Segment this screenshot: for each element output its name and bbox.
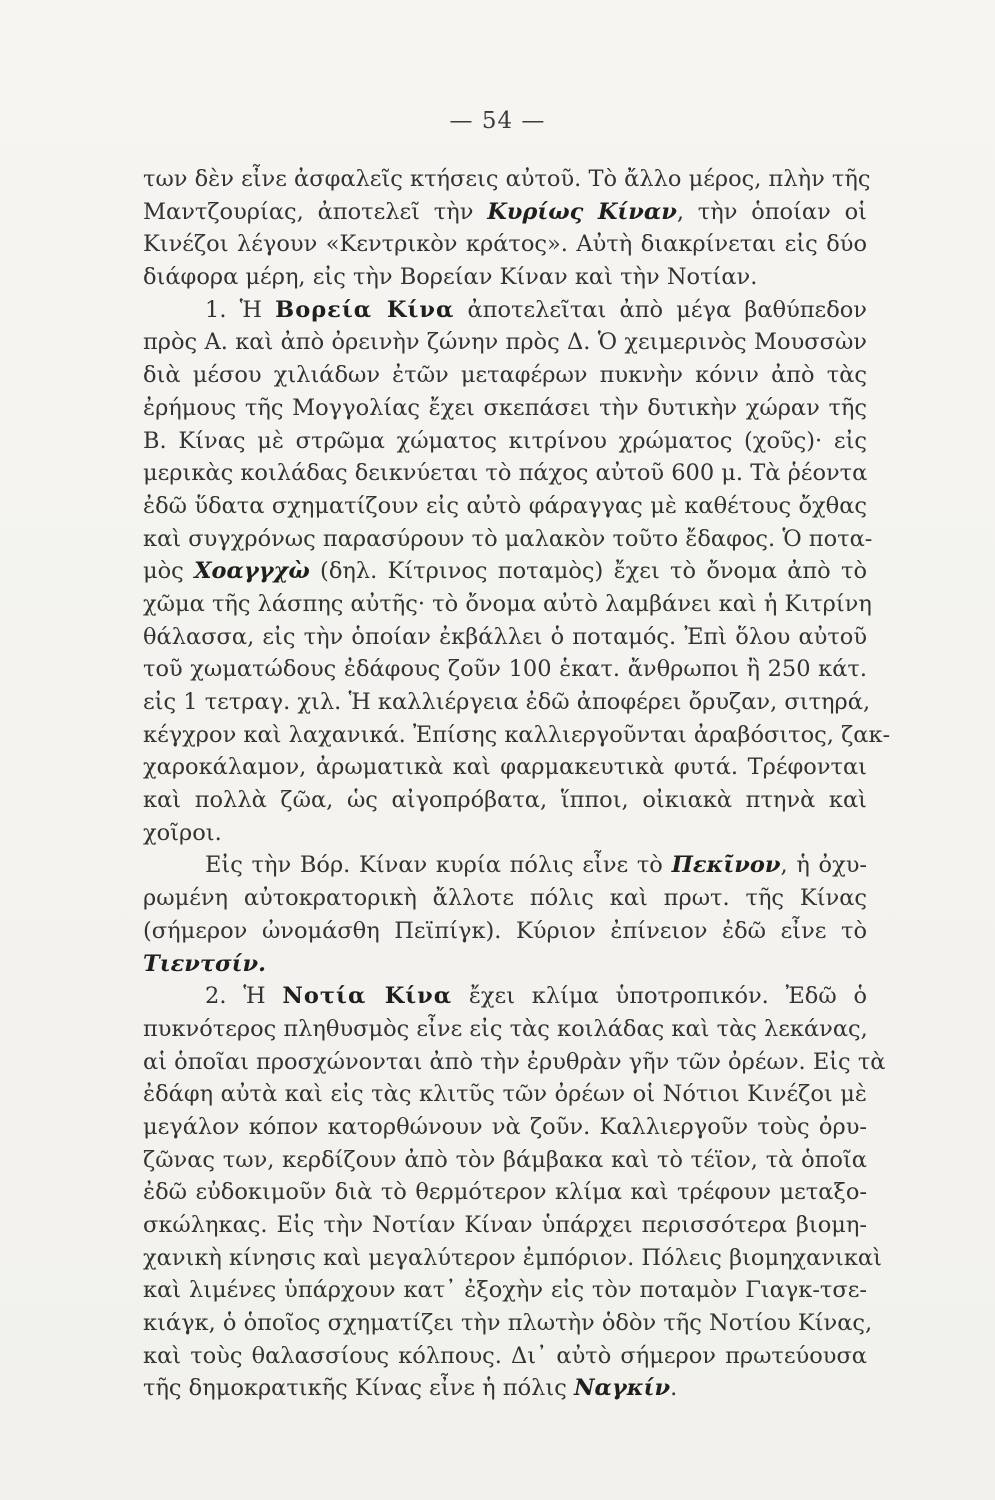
text-line xyxy=(143,1340,867,1373)
text-segment: καὶ λιμένες ὑπάρχουν κατ᾽ ἐξοχὴν εἰς τὸν ποταμὸν Γιαγκ-τσε- xyxy=(143,1277,867,1304)
text-line xyxy=(143,196,867,229)
text-segment: τοῦ χωματώδους ἐδάφους ζοῦν 100 ἑκατ. ἄνθρωποι ἢ 250 κάτ. xyxy=(143,656,867,683)
emphasized-term: . xyxy=(258,950,266,977)
text-line xyxy=(143,1372,867,1405)
page-number: — 54 — xyxy=(449,108,546,134)
text-line xyxy=(143,1176,867,1209)
text-segment: των δὲν εἶνε ἀσφαλεῖς κτήσεις αὐτοῦ. Τὸ ἄλλο μέρος, πλὴν τῆς xyxy=(143,166,871,192)
text-line xyxy=(143,621,867,654)
section-heading: Βορεία Κίνα xyxy=(275,296,455,323)
text-line xyxy=(143,1209,867,1242)
text-segment: χοῖροι. xyxy=(143,819,222,846)
text-segment: Μαντζουρίας, ἀποτελεῖ τὴν xyxy=(143,198,488,225)
text-line xyxy=(143,425,867,458)
text-segment: ζῶνας των, κερδίζουν ἀπὸ τὸν βάμβακα καὶ τὸ τέϊον, τὰ ὁποῖα xyxy=(143,1146,867,1173)
text-segment: εἰς 1 τετραγ. χιλ. Ἡ καλλιέργεια ἐδῶ ἀποφέρει ὄρυζαν, σιτηρά, xyxy=(143,689,871,715)
text-segment: κιάγκ, ὁ ὁποῖος σχηματίζει τὴν πλωτὴν ὁδὸν τῆς Νοτίου Κίνας, xyxy=(143,1310,873,1337)
text-segment: , τὴν ὁποίαν οἱ xyxy=(676,198,867,225)
text-line xyxy=(143,457,867,490)
text-line xyxy=(143,228,867,261)
text-segment: καὶ τοὺς θαλασσίους κόλπους. Δι᾽ αὐτὸ σήμερον πρωτεύουσα xyxy=(143,1342,867,1369)
text-segment: . xyxy=(670,1375,678,1402)
text-line xyxy=(143,751,867,784)
text-line xyxy=(143,490,867,523)
text-line xyxy=(143,1307,873,1340)
text-line xyxy=(143,686,871,719)
text-line xyxy=(143,555,867,588)
text-segment: χῶμα τῆς λάσπης αὐτῆς· τὸ ὄνομα αὐτὸ λαμβάνει καὶ ἡ Κιτρίνη xyxy=(143,590,872,617)
text-line xyxy=(143,1111,867,1144)
text-segment: ἐδῶ ὕδατα σχηματίζουν εἰς αὐτὸ φάραγγας μὲ καθέτους ὄχθας xyxy=(143,492,867,519)
text-line xyxy=(143,359,867,392)
text-segment: ἐρήμους τῆς Μογγολίας ἔχει σκεπάσει τὴν δυτικὴν χώραν τῆς xyxy=(143,394,867,421)
text-line xyxy=(143,163,871,196)
text-segment: αἱ ὁποῖαι προσχώνονται ἀπὸ τὴν ἐρυθρὰν γῆν τῶν ὀρέων. Εἰς τὰ xyxy=(143,1048,886,1075)
text-segment: πρὸς Α. καὶ ἀπὸ ὀρεινὴν ζώνην πρὸς Δ. Ὁ χειμερινὸς Μουσσὼν xyxy=(143,329,867,356)
text-segment: καὶ πολλὰ ζῶα, ὡς αἰγοπρόβατα, ἵπποι, οἰκιακὰ πτηνὰ καὶ xyxy=(143,787,867,814)
text-line xyxy=(143,261,867,294)
text-segment: χανικὴ κίνησις καὶ μεγαλύτερον ἐμπόριον. Πόλεις βιομηχανικαὶ xyxy=(143,1244,882,1271)
text-line xyxy=(143,1013,867,1046)
text-segment: διὰ μέσου χιλιάδων ἐτῶν μεταφέρων πυκνὴν κόνιν ἀπὸ τὰς xyxy=(143,362,867,389)
text-segment: 1. Ἡ xyxy=(205,296,276,323)
text-segment: θάλασσα, εἰς τὴν ὁποίαν ἐκβάλλει ὁ ποταμός. Ἐπὶ ὅλου αὐτοῦ xyxy=(143,623,867,650)
text-segment: χαροκάλαμον, ἀρωματικὰ καὶ φαρμακευτικὰ φυτά. Τρέφονται xyxy=(143,754,867,781)
text-segment: μεγάλον κόπον κατορθώνουν νὰ ζοῦν. Καλλιεργοῦν τοὺς ὀρυ- xyxy=(143,1113,867,1140)
text-segment: σκώληκας. Εἰς τὴν Νοτίαν Κίναν ὑπάρχει περισσότερα βιομη- xyxy=(143,1212,867,1238)
text-segment: πυκνότερος πληθυσμὸς εἶνε εἰς τὰς κοιλάδας καὶ τὰς λεκάνας, xyxy=(143,1015,868,1042)
body-text xyxy=(143,163,891,1405)
text-segment: κέγχρον καὶ λαχανικά. Ἐπίσης καλλιεργοῦνται ἀραβόσιτος, ζακ- xyxy=(143,721,891,748)
text-line xyxy=(143,719,891,752)
text-line xyxy=(143,392,867,425)
text-segment: Εἰς τὴν Βόρ. Κίναν κυρία πόλις εἶνε τὸ xyxy=(205,852,672,879)
text-segment: καὶ συγχρόνως παρασύρουν τὸ μαλακὸν τοῦτο ἔδαφος. Ὁ ποτα- xyxy=(143,525,873,552)
text-segment: , ἡ ὀχυ- xyxy=(780,852,867,879)
text-segment: μερικὰς κοιλάδας δεικνύεται τὸ πάχος αὐτοῦ 600 μ. Τὰ ῥέοντα xyxy=(143,460,868,487)
text-line xyxy=(143,1078,867,1111)
text-line xyxy=(143,980,867,1013)
text-segment: 2. Ἡ xyxy=(205,983,283,1010)
text-line xyxy=(143,1144,867,1177)
section-heading: Νοτία Κίνα xyxy=(282,983,453,1010)
emphasized-term: Χοαγγχὼ xyxy=(194,558,310,585)
text-segment: ἔχει κλίμα ὑποτροπικόν. Ἐδῶ ὁ xyxy=(452,983,867,1010)
text-segment: Κινέζοι λέγουν «Κεντρικὸν κράτος». Αὐτὴ διακρίνεται εἰς δύο xyxy=(143,231,867,258)
text-segment: τῆς δημοκρατικῆς Κίνας εἶνε ἡ πόλις xyxy=(143,1375,574,1402)
text-segment: (δηλ. Κίτρινος ποταμὸς) ἔχει τὸ ὄνομα ἀπὸ τὸ xyxy=(309,558,867,585)
emphasized-term: Κυρίως Κίναν xyxy=(487,198,677,225)
text-line xyxy=(143,653,867,686)
text-line xyxy=(143,1242,882,1275)
text-segment: διάφορα μέρη, εἰς τὴν Βορείαν Κίναν καὶ τὴν Νοτίαν. xyxy=(143,264,758,291)
text-line xyxy=(143,915,867,948)
text-segment: ἐδάφη αὐτὰ καὶ εἰς τὰς κλιτῦς τῶν ὀρέων οἱ Νότιοι Κινέζοι μὲ xyxy=(143,1081,867,1108)
text-segment: (σήμερον ὠνομάσθη Πεϊπίγκ). Κύριον ἐπίνειον ἐδῶ εἶνε τὸ xyxy=(143,917,867,944)
emphasized-term: Ναγκίν xyxy=(573,1375,671,1402)
emphasized-term: Πεκῖνον xyxy=(671,852,781,879)
text-segment: ἀποτελεῖται ἀπὸ μέγα βαθύπεδον xyxy=(454,296,867,323)
text-line xyxy=(143,817,867,850)
emphasized-term: Τιεντσίν xyxy=(143,950,259,977)
text-segment: Β. Κίνας μὲ στρῶμα χώματος κιτρίνου χρώματος (χοῦς)· εἰς xyxy=(143,427,867,454)
text-segment: ἐδῶ εὐδοκιμοῦν διὰ τὸ θερμότερον κλίμα καὶ τρέφουν μεταξο- xyxy=(143,1179,867,1206)
text-line xyxy=(143,1046,886,1079)
text-segment: μὸς xyxy=(143,558,195,585)
text-line xyxy=(143,523,873,556)
text-segment: ρωμένη αὐτοκρατορικὴ ἄλλοτε πόλις καὶ πρωτ. τῆς Κίνας xyxy=(143,885,867,912)
text-line xyxy=(143,294,867,327)
text-line xyxy=(143,784,867,817)
text-line xyxy=(143,326,867,359)
text-line xyxy=(143,849,867,882)
text-line xyxy=(143,882,867,915)
text-line xyxy=(143,588,872,621)
text-line xyxy=(143,1274,867,1307)
text-line xyxy=(143,948,867,981)
